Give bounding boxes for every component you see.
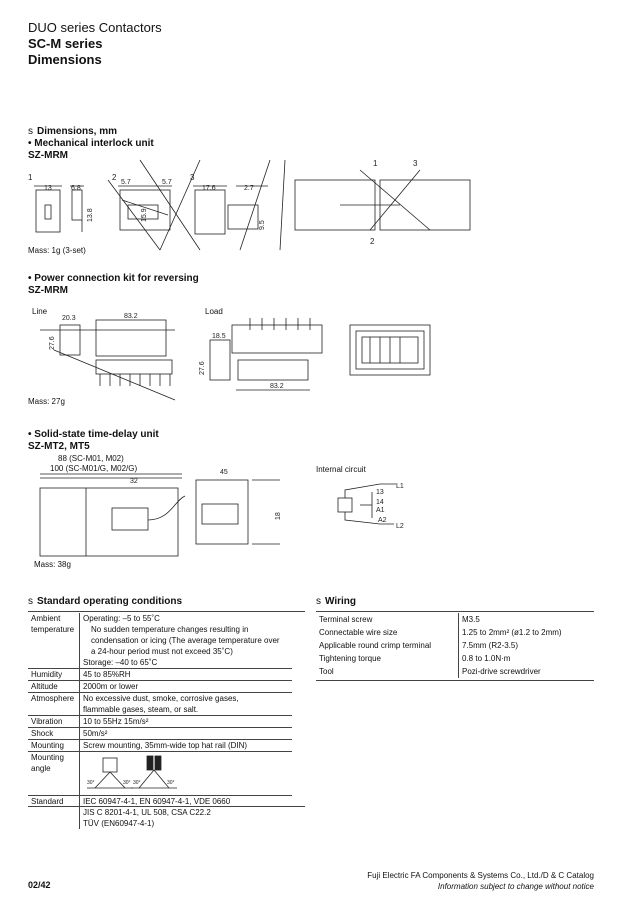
mech-dim: 5.7 xyxy=(121,179,131,186)
mech-dim: 9.5 xyxy=(259,220,266,230)
wiring-value: 1.25 to 2mm² (ø1.2 to 2mm) xyxy=(462,628,562,637)
angle-mark: 30° xyxy=(87,780,95,786)
power-dim: 27.6 xyxy=(49,336,56,350)
timer-dim: 18 xyxy=(275,512,282,520)
conditions-value: Screw mounting, 35mm-wide top hat rail (DIN) xyxy=(80,740,293,752)
mounting-angle-diagram xyxy=(83,752,283,792)
power-dim: 27.6 xyxy=(199,361,206,375)
timer-dim-88: 88 (SC-M01, M02) xyxy=(58,454,124,463)
timer-dim-100: 100 (SC-M01/G, M02/G) xyxy=(50,464,138,473)
standard-line-1: IEC 60947-4-1, EN 60947-4-1, VDE 0660 xyxy=(83,797,231,806)
mech-dim: 2.7 xyxy=(244,185,254,192)
conditions-heading-text: Standard operating conditions xyxy=(37,596,183,607)
wiring-value: 7.5mm (R2-3.5) xyxy=(462,641,519,650)
section-marker: s xyxy=(28,126,33,137)
wiring-row xyxy=(316,652,589,665)
mech-callout-label: 3 xyxy=(413,159,418,168)
ambient-operating: Operating: –5 to 55˚C xyxy=(83,614,160,623)
timer-mass: Mass: 38g xyxy=(34,560,71,569)
conditions-row xyxy=(28,693,292,716)
page-number: 02/42 xyxy=(28,880,51,890)
conditions-value xyxy=(80,796,293,830)
conditions-key: Shock xyxy=(28,728,80,740)
header-model: SC-M series xyxy=(28,36,103,51)
conditions-table xyxy=(28,613,292,829)
conditions-value xyxy=(80,693,293,716)
section-marker: s xyxy=(316,596,321,607)
footer-notice: Information subject to change without notice xyxy=(437,882,594,891)
wiring-heading xyxy=(316,596,356,607)
standard-line-2: JIS C 8201-4-1, UL 508, CSA C22.2 xyxy=(83,808,211,817)
conditions-key: Vibration xyxy=(28,716,80,728)
timer-terminal: 13 xyxy=(376,489,384,496)
wiring-key: Terminal screw xyxy=(316,613,459,626)
conditions-key: Standard xyxy=(28,796,80,830)
wiring-row xyxy=(316,665,589,678)
conditions-top-rule xyxy=(28,611,305,612)
header-series: DUO series Contactors xyxy=(28,20,162,35)
conditions-key: Humidity xyxy=(28,669,80,681)
mech-model: SZ-MRM xyxy=(28,150,68,161)
conditions-row xyxy=(28,740,292,752)
conditions-value: 2000m or lower xyxy=(80,681,293,693)
mech-dim: 15.9 xyxy=(141,208,148,222)
angle-mark: 30° xyxy=(123,780,131,786)
timer-model: SZ-MT2, MT5 xyxy=(28,441,90,452)
power-dim: 83.2 xyxy=(124,313,138,320)
mech-callout-label: 1 xyxy=(373,159,378,168)
mech-callout-label: 2 xyxy=(112,173,117,182)
power-dim: 18.5 xyxy=(212,333,226,340)
power-load-label: Load xyxy=(205,307,223,316)
wiring-heading-text: Wiring xyxy=(325,596,357,607)
conditions-key: Atmosphere xyxy=(28,693,80,716)
mech-dim: 17.6 xyxy=(202,185,216,192)
conditions-heading xyxy=(28,596,182,607)
conditions-key: Mounting xyxy=(28,740,80,752)
timer-terminal: 14 xyxy=(376,499,384,506)
ambient-storage: Storage: –40 to 65˚C xyxy=(83,658,158,667)
standard-line-3: TÜV (EN60947-4-1) xyxy=(83,819,155,828)
power-title: • Power connection kit for reversing xyxy=(28,273,199,284)
wiring-top-rule xyxy=(316,611,594,612)
wiring-key: Tightening torque xyxy=(316,652,459,665)
wiring-value: 0.8 to 1.0N·m xyxy=(462,654,511,663)
dimensions-heading-text: Dimensions, mm xyxy=(37,126,118,137)
conditions-row xyxy=(28,681,292,693)
conditions-bottom-rule xyxy=(28,806,305,807)
wiring-table xyxy=(316,613,589,678)
mech-dim: 6.8 xyxy=(71,185,81,192)
wiring-row xyxy=(316,626,589,639)
conditions-value xyxy=(80,613,293,669)
mech-callout-label: 2 xyxy=(370,237,375,246)
conditions-value: 50m/s² xyxy=(80,728,293,740)
conditions-value: 45 to 85%RH xyxy=(80,669,293,681)
timer-circuit-label: Internal circuit xyxy=(316,465,366,474)
ambient-note-3: a 24-hour period must not exceed 35˚C) xyxy=(91,647,233,656)
timer-dim: 45 xyxy=(220,469,228,476)
conditions-value: 10 to 55Hz 15m/s² xyxy=(80,716,293,728)
power-mass: Mass: 27g xyxy=(28,397,65,406)
conditions-row xyxy=(28,752,292,796)
mech-callout-label: 3 xyxy=(190,173,195,182)
mech-mass: Mass: 1g (3-set) xyxy=(28,246,86,255)
mech-callout-label: 1 xyxy=(28,173,33,182)
atmosphere-line-1: No excessive dust, smoke, corrosive gases, xyxy=(83,694,239,703)
footer-company: Fuji Electric FA Components & Systems Co., Ltd./D & C Catalog xyxy=(367,871,594,880)
mech-title: • Mechanical interlock unit xyxy=(28,138,154,149)
wiring-value: M3.5 xyxy=(462,615,480,624)
power-dim: 20.3 xyxy=(62,315,76,322)
conditions-row xyxy=(28,716,292,728)
timer-dim: 32 xyxy=(130,478,138,485)
wiring-bottom-rule xyxy=(316,680,594,681)
conditions-key: Altitude xyxy=(28,681,80,693)
timer-title: • Solid-state time-delay unit xyxy=(28,429,159,440)
wiring-value: Pozi-drive screwdriver xyxy=(462,667,541,676)
header-title: Dimensions xyxy=(28,52,102,67)
conditions-key: Ambient temperature xyxy=(28,613,80,669)
conditions-row xyxy=(28,669,292,681)
wiring-row xyxy=(316,639,589,652)
wiring-key: Applicable round crimp terminal xyxy=(316,639,459,652)
wiring-row xyxy=(316,613,589,626)
wiring-key: Connectable wire size xyxy=(316,626,459,639)
timer-terminal: A1 xyxy=(376,507,385,514)
timer-terminal: L1 xyxy=(396,483,404,490)
timer-terminal: A2 xyxy=(378,517,387,524)
conditions-row xyxy=(28,728,292,740)
conditions-row xyxy=(28,796,292,830)
timer-terminal: L2 xyxy=(396,523,404,530)
power-model: SZ-MRM xyxy=(28,285,68,296)
atmosphere-line-2: flammable gases, steam, or salt. xyxy=(83,705,199,714)
footer-right xyxy=(340,870,594,892)
angle-mark: 30° xyxy=(167,780,175,786)
wiring-key: Tool xyxy=(316,665,459,678)
mech-dim: 13 xyxy=(44,185,52,192)
mech-dim: 13.8 xyxy=(87,208,94,222)
conditions-row xyxy=(28,613,292,669)
ambient-note-2: condensation or icing (The average temperature over xyxy=(91,636,280,645)
section-marker: s xyxy=(28,596,33,607)
conditions-key: Mounting angle xyxy=(28,752,80,796)
mounting-angle-figure xyxy=(80,752,293,796)
angle-mark: 30° xyxy=(133,780,141,786)
mech-dim: 5.7 xyxy=(162,179,172,186)
power-line-label: Line xyxy=(32,307,48,316)
ambient-note-1: No sudden temperature changes resulting in xyxy=(91,625,249,634)
power-dim: 83.2 xyxy=(270,383,284,390)
